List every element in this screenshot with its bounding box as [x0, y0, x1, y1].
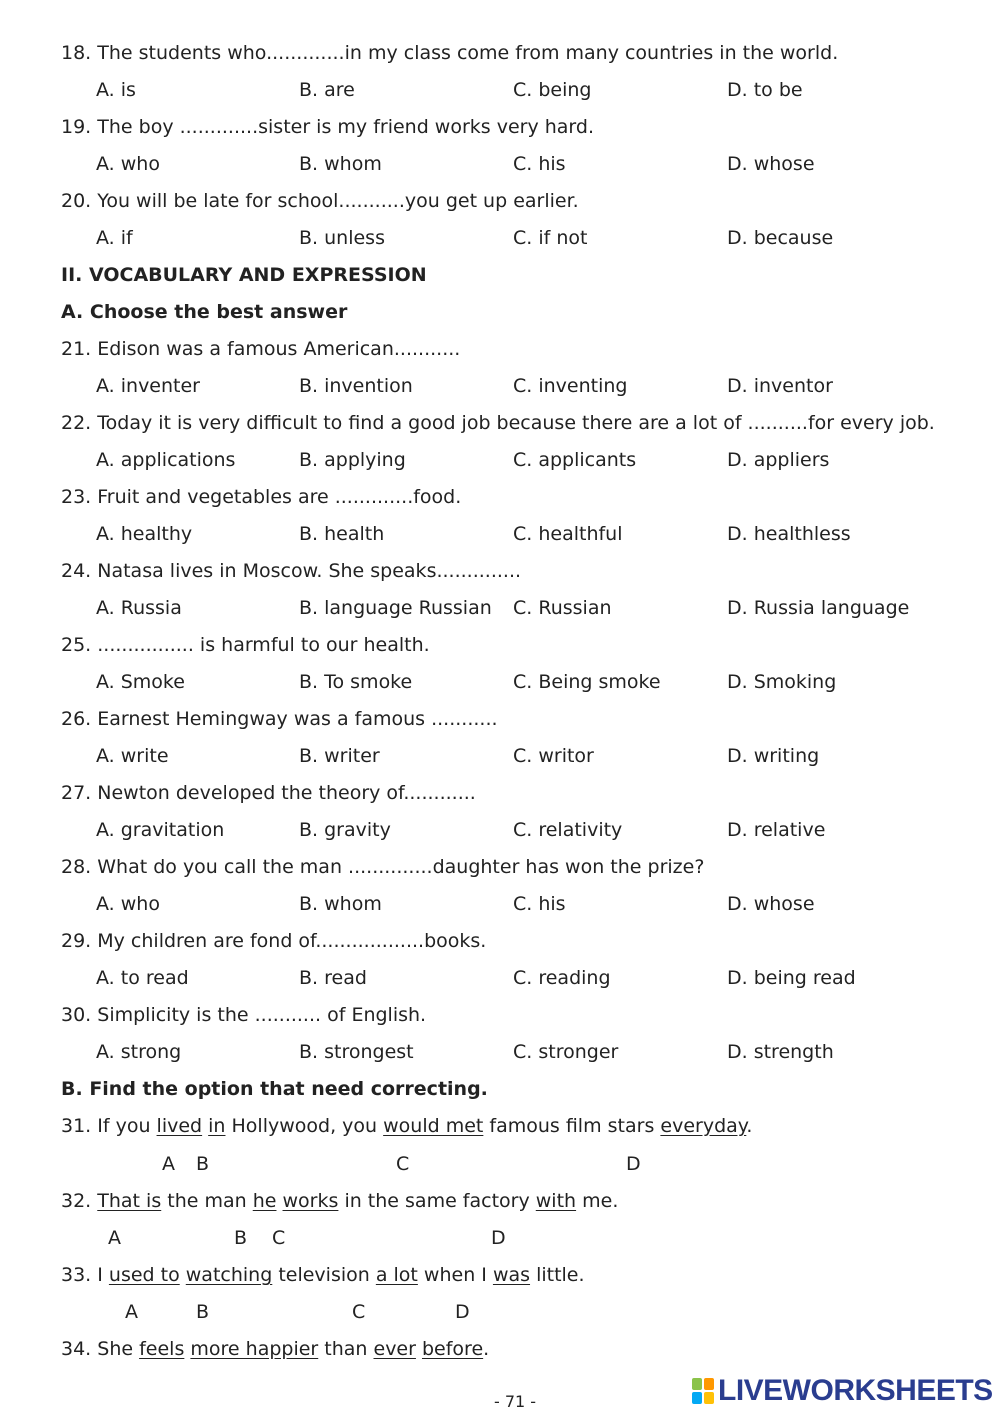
option-19d: D. whose — [727, 153, 815, 175]
option-28b: B. whom — [299, 893, 382, 915]
option-21b: B. invention — [299, 375, 413, 397]
q33-mark-a: A — [125, 1301, 138, 1323]
option-25c: C. Being smoke — [513, 671, 661, 693]
page-number: - 71 - — [494, 1392, 537, 1411]
option-21c: C. inventing — [513, 375, 628, 397]
option-22b: B. applying — [299, 449, 406, 471]
section-heading-vocabulary: II. VOCABULARY AND EXPRESSION — [61, 264, 427, 286]
question-27: 27. Newton developed the theory of............ — [61, 782, 476, 804]
q33-text: television — [272, 1264, 376, 1286]
question-24: 24. Natasa lives in Moscow. She speaks.............. — [61, 560, 522, 582]
option-29a: A. to read — [96, 967, 189, 989]
option-30d: D. strength — [727, 1041, 834, 1063]
q33-text: when I — [417, 1264, 493, 1286]
option-20a: A. if — [96, 227, 133, 249]
option-28c: C. his — [513, 893, 566, 915]
option-22a: A. applications — [96, 449, 236, 471]
option-27b: B. gravity — [299, 819, 391, 841]
q31-underlined-d: everyday — [660, 1115, 747, 1137]
option-24c: C. Russian — [513, 597, 612, 619]
option-25d: D. Smoking — [727, 671, 837, 693]
q32-underlined-a: That is — [97, 1190, 162, 1212]
option-26c: C. writor — [513, 745, 594, 767]
q33-underlined-b: watching — [185, 1264, 273, 1286]
option-24b: B. language Russian — [299, 597, 492, 619]
q32-mark-c: C — [272, 1227, 286, 1249]
q32-mark-b: B — [234, 1227, 248, 1249]
option-25b: B. To smoke — [299, 671, 413, 693]
option-20c: C. if not — [513, 227, 588, 249]
option-27c: C. relativity — [513, 819, 623, 841]
option-29b: B. read — [299, 967, 367, 989]
option-19c: C. his — [513, 153, 566, 175]
q31-text: 31. If you — [61, 1115, 157, 1137]
option-23a: A. healthy — [96, 523, 193, 545]
q33-mark-b: B — [196, 1301, 210, 1323]
liveworksheets-logo[interactable] — [692, 1374, 993, 1408]
q32-underlined-d: with — [535, 1190, 577, 1212]
q34-underlined-d: before — [421, 1338, 484, 1360]
q33-text: little. — [530, 1264, 585, 1286]
q31-underlined-c: would met — [383, 1115, 484, 1137]
liveworksheets-logo-icon — [692, 1378, 714, 1404]
q32-underlined-c: works — [282, 1190, 339, 1212]
option-27d: D. relative — [727, 819, 826, 841]
q34-underlined-a: feels — [139, 1338, 185, 1360]
q32-text: in the same factory — [338, 1190, 536, 1212]
option-25a: A. Smoke — [96, 671, 185, 693]
liveworksheets-logo-text: LIVEWORKSHEETS — [718, 1374, 993, 1407]
question-29: 29. My children are fond of..................books. — [61, 930, 487, 952]
q31-mark-c: C — [396, 1153, 410, 1175]
option-21d: D. inventor — [727, 375, 833, 397]
question-25: 25. ................ is harmful to our health. — [61, 634, 430, 656]
question-34 — [61, 1337, 489, 1361]
option-30c: C. stronger — [513, 1041, 619, 1063]
question-30: 30. Simplicity is the ........... of English. — [61, 1004, 427, 1026]
q31-text: Hollywood, you — [225, 1115, 384, 1137]
option-19a: A. who — [96, 153, 160, 175]
option-27a: A. gravitation — [96, 819, 225, 841]
q32-mark-d: D — [491, 1227, 506, 1249]
option-22d: D. appliers — [727, 449, 830, 471]
question-26: 26. Earnest Hemingway was a famous ........... — [61, 708, 498, 730]
q31-mark-b: B — [196, 1153, 210, 1175]
question-19: 19. The boy .............sister is my friend works very hard. — [61, 116, 595, 138]
option-26d: D. writing — [727, 745, 820, 767]
q33-underlined-a: used to — [108, 1264, 180, 1286]
option-28d: D. whose — [727, 893, 815, 915]
q31-text: famous film stars — [483, 1115, 661, 1137]
q34-text: 34. She — [61, 1338, 140, 1360]
option-18c: C. being — [513, 79, 592, 101]
q32-text: me. — [576, 1190, 619, 1212]
option-18d: D. to be — [727, 79, 803, 101]
question-28: 28. What do you call the man ..............daughter has won the prize? — [61, 856, 705, 878]
q34-underlined-c: ever — [373, 1338, 416, 1360]
q32-mark-a: A — [108, 1227, 121, 1249]
option-20b: B. unless — [299, 227, 385, 249]
q33-text: 33. I — [61, 1264, 109, 1286]
option-26a: A. write — [96, 745, 169, 767]
question-20: 20. You will be late for school...........you get up earlier. — [61, 190, 579, 212]
option-18a: A. is — [96, 79, 136, 101]
question-18: 18. The students who.............in my class come from many countries in the world. — [61, 42, 839, 64]
q33-mark-d: D — [455, 1301, 470, 1323]
subsection-heading-correcting: B. Find the option that need correcting. — [61, 1078, 488, 1100]
option-29c: C. reading — [513, 967, 611, 989]
option-30a: A. strong — [96, 1041, 182, 1063]
option-23b: B. health — [299, 523, 385, 545]
q31-mark-d: D — [626, 1153, 641, 1175]
option-29d: D. being read — [727, 967, 856, 989]
question-33 — [61, 1263, 585, 1287]
option-24d: D. Russia language — [727, 597, 910, 619]
subsection-heading-choose: A. Choose the best answer — [61, 301, 348, 323]
question-21: 21. Edison was a famous American........... — [61, 338, 461, 360]
q32-underlined-b: he — [252, 1190, 277, 1212]
option-18b: B. are — [299, 79, 355, 101]
q34-text: than — [318, 1338, 374, 1360]
q34-text: . — [483, 1338, 490, 1360]
question-31 — [61, 1114, 752, 1138]
option-30b: B. strongest — [299, 1041, 414, 1063]
q31-underlined-a: lived — [156, 1115, 203, 1137]
option-23c: C. healthful — [513, 523, 623, 545]
option-22c: C. applicants — [513, 449, 637, 471]
q31-underlined-b: in — [208, 1115, 226, 1137]
q33-mark-c: C — [352, 1301, 366, 1323]
q34-underlined-b: more happier — [190, 1338, 319, 1360]
q32-text: the man — [161, 1190, 253, 1212]
question-32 — [61, 1189, 618, 1213]
question-22: 22. Today it is very difficult to find a good job because there are a lot of ..........for every job. — [61, 412, 935, 434]
q33-underlined-d: was — [492, 1264, 531, 1286]
option-26b: B. writer — [299, 745, 380, 767]
q31-mark-a: A — [162, 1153, 175, 1175]
option-24a: A. Russia — [96, 597, 182, 619]
option-19b: B. whom — [299, 153, 382, 175]
option-21a: A. inventer — [96, 375, 200, 397]
q32-text: 32. — [61, 1190, 98, 1212]
question-23: 23. Fruit and vegetables are .............food. — [61, 486, 462, 508]
option-23d: D. healthless — [727, 523, 851, 545]
option-28a: A. who — [96, 893, 160, 915]
q31-text: . — [746, 1115, 753, 1137]
option-20d: D. because — [727, 227, 834, 249]
q33-underlined-c: a lot — [375, 1264, 418, 1286]
